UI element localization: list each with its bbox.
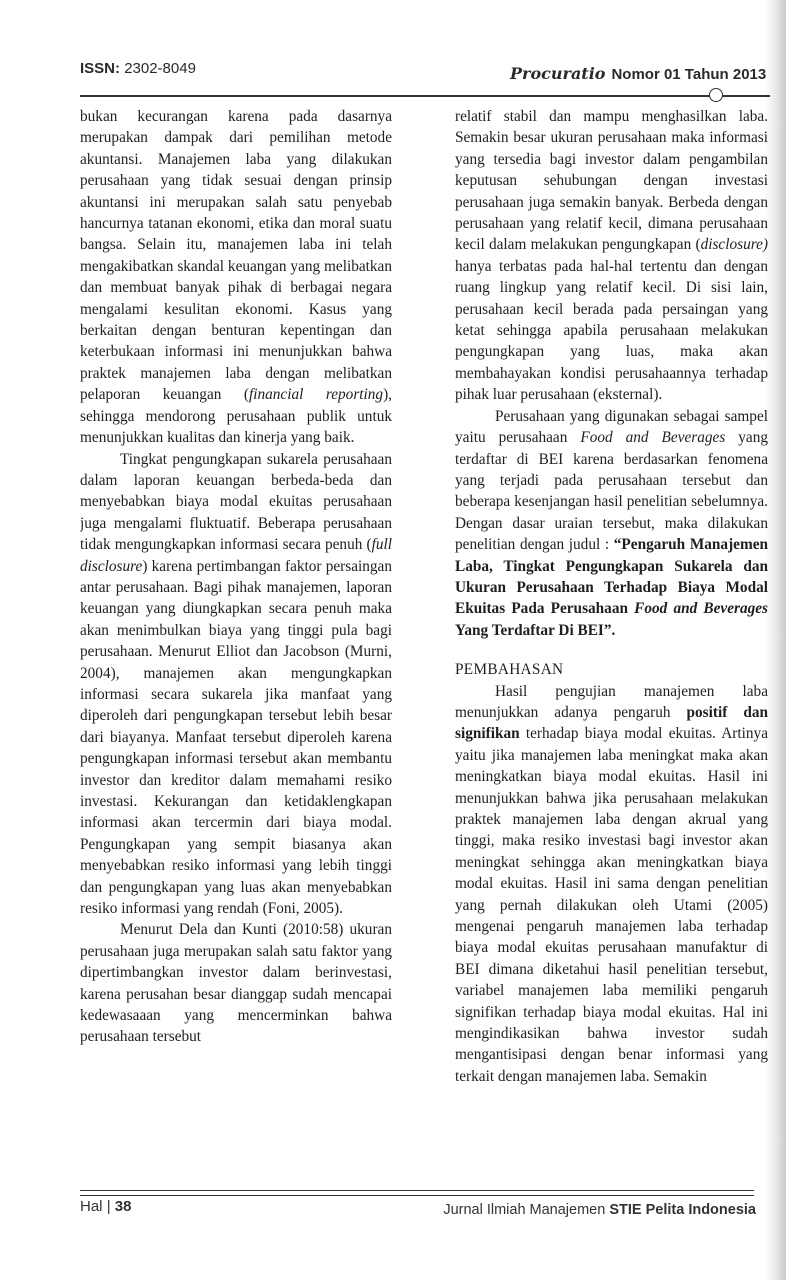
page-number — [80, 1198, 131, 1215]
left-column — [80, 106, 392, 1168]
issn — [80, 60, 196, 77]
issn-label: ISSN: — [80, 60, 121, 77]
paragraph: Menurut Dela dan Kunti (2010:58) ukuran perusahaan juga merupakan salah satu faktor yang dipertimbangkan investor dalam berinvestasi, karena perusahan besar dianggap sudah mencapai kedewasaaan yang mencerminkan bahwa perusahaan tersebut — [80, 921, 392, 1046]
journal-line: Jurnal Ilmiah Manajemen — [443, 1202, 606, 1218]
institution: STIE Pelita Indonesia — [609, 1202, 756, 1218]
journal-name: Procuratio — [510, 64, 606, 83]
paragraph: Hasil pengujian manajemen laba menunjukkan adanya pengaruh positif dan signifikan terhadap biaya modal ekuitas. Artinya yaitu jika manajemen laba meningkat maka akan meningkatkan biaya modal ekuitas. Hasil ini menunjukkan bahwa jika perusahaan melakukan praktek manajemen laba dengan akrual yang tinggi, maka resiko investasi bagi investor akan meningkat sehingga akan meningkatkan biaya modal ekuitas. Hasil ini sama dengan penelitian yang pernah dilakukan oleh Utami (2005) mengenai pengaruh manajemen laba terhadap biaya modal ekuitas perusahaan manufaktur di BEI dimana diketahui hasil penelitian tersebut, variabel manajemen laba memiliki pengaruh signifikan terhadap biaya modal ekuitas. Hal ini mengindikasikan bahwa investor sudah mengantisipasi dengan benar informasi yang terkait dengan manajemen laba. Semakin — [455, 682, 768, 1085]
paragraph: Perusahaan yang digunakan sebagai sampel yaitu perusahaan Food and Beverages yang terdaftar di BEI karena berdasarkan fenomena yang terjadi pada perusahaan tersebut dan beberapa kesenjangan hasil penelitian sebelumnya. Dengan dasar uraian tersebut, maka dilakukan penelitian dengan judul : “Pengaruh Manajemen Laba, Tingkat Pengungkapan Sukarela dan Ukuran Perusahaan Terhadap Biaya Modal Ekuitas Pada Perusahaan Food and Beverages Yang Terdaftar Di BEI”. — [455, 407, 768, 639]
issue-info: Nomor 01 Tahun 2013 — [611, 66, 767, 83]
footer-rule — [80, 1195, 754, 1196]
header-circle-ornament — [709, 88, 723, 102]
journal-header — [510, 64, 778, 83]
footer-rule — [80, 1190, 754, 1191]
footer-journal — [420, 1202, 756, 1218]
paragraph: Tingkat pengungkapan sukarela perusahaan dalam laporan keuangan berbeda-beda dan menyebabkan biaya modal ekuitas perusahaan juga mengalami fluktuatif. Beberapa perusahaan tidak mengungkapkan informasi secara penuh (full disclosure) karena pertimbangan faktor persaingan antar perusahaan. Bagi pihak manajemen, laporan keuangan yang diungkapkan secara penuh maka akan menimbulkan biaya yang tinggi pula bagi perusahaan. Menurut Elliot dan Jacobson (Murni, 2004), manajemen akan mengungkapkan informasi secara sukarela jika manfaat yang diperoleh dari pengungkapan tersebut lebih besar dari biayanya. Manfaat tersebut diperoleh karena pengungkapan informasi tersebut akan membantu investor dan kreditor dalam memahami resiko investasi. Kekurangan dan ketidaklengkapan informasi akan tercermin dari biaya modal. Pengungkapan yang sempit biasanya akan menyebabkan resiko informasi yang lebih tinggi dan pengungkapan yang luas akan menyebabkan resiko informasi yang rendah (Foni, 2005). — [80, 450, 392, 918]
page-label: Hal — [80, 1198, 103, 1215]
header-rule — [80, 95, 770, 97]
page-separator: | — [106, 1198, 111, 1215]
paragraph: bukan kecurangan karena pada dasarnya merupakan dampak dari pemilihan metode akuntansi. Manajemen laba yang dilakukan perusahaan yang tidak sesuai dengan prinsip akuntansi ini merupakan salah satu penyebab hancurnya tatanan ekonomi, etika dan moral suatu bangsa. Selain itu, manajemen laba ini telah mengakibatkan skandal keuangan yang melibatkan dan membuat banyak pihak di berbagai negara mengalami kesulitan ekonomi. Kasus yang berkaitan dengan benturan kepentingan dan keterbukaan informasi ini menunjukkan bahwa praktek manajemen laba dengan melibatkan pelaporan keuangan (financial reporting), sehingga mendorong perusahaan publik untuk menunjukkan kualitas dan kinerja yang baik. — [80, 108, 392, 447]
page-number-value: 38 — [114, 1198, 132, 1215]
paragraph: relatif stabil dan mampu menghasilkan laba. Semakin besar ukuran perusahaan maka informasi yang tersedia bagi investor dalam pengambilan keputusan sehubungan dengan investasi perusahaan juga semakin banyak. Berbeda dengan perusahaan yang relatif kecil, dimana perusahaan kecil dalam melakukan pengungkapan (disclosure) hanya terbatas pada hal-hal tertentu dan dengan ruang lingkup yang relatif kecil. Di sisi lain, perusahaan kecil berada pada persaingan yang ketat sehingga apabila perusahaan melakukan pengungkapan yang luas, maka akan membahayakan kondisi perusahaannya terhadap pihak luar perusahaan (eksternal). — [455, 108, 768, 404]
issn-value: 2302-8049 — [124, 60, 196, 77]
research-title: “Pengaruh Manajemen Laba, Tingkat Pengungkapan Sukarela dan Ukuran Perusahaan Terhadap Biaya Modal Ekuitas Pada Perusahaan Food and Beverages Yang Terdaftar Di BEI”. — [455, 536, 768, 639]
right-column — [455, 106, 768, 1168]
section-heading: PEMBAHASAN — [455, 661, 564, 679]
